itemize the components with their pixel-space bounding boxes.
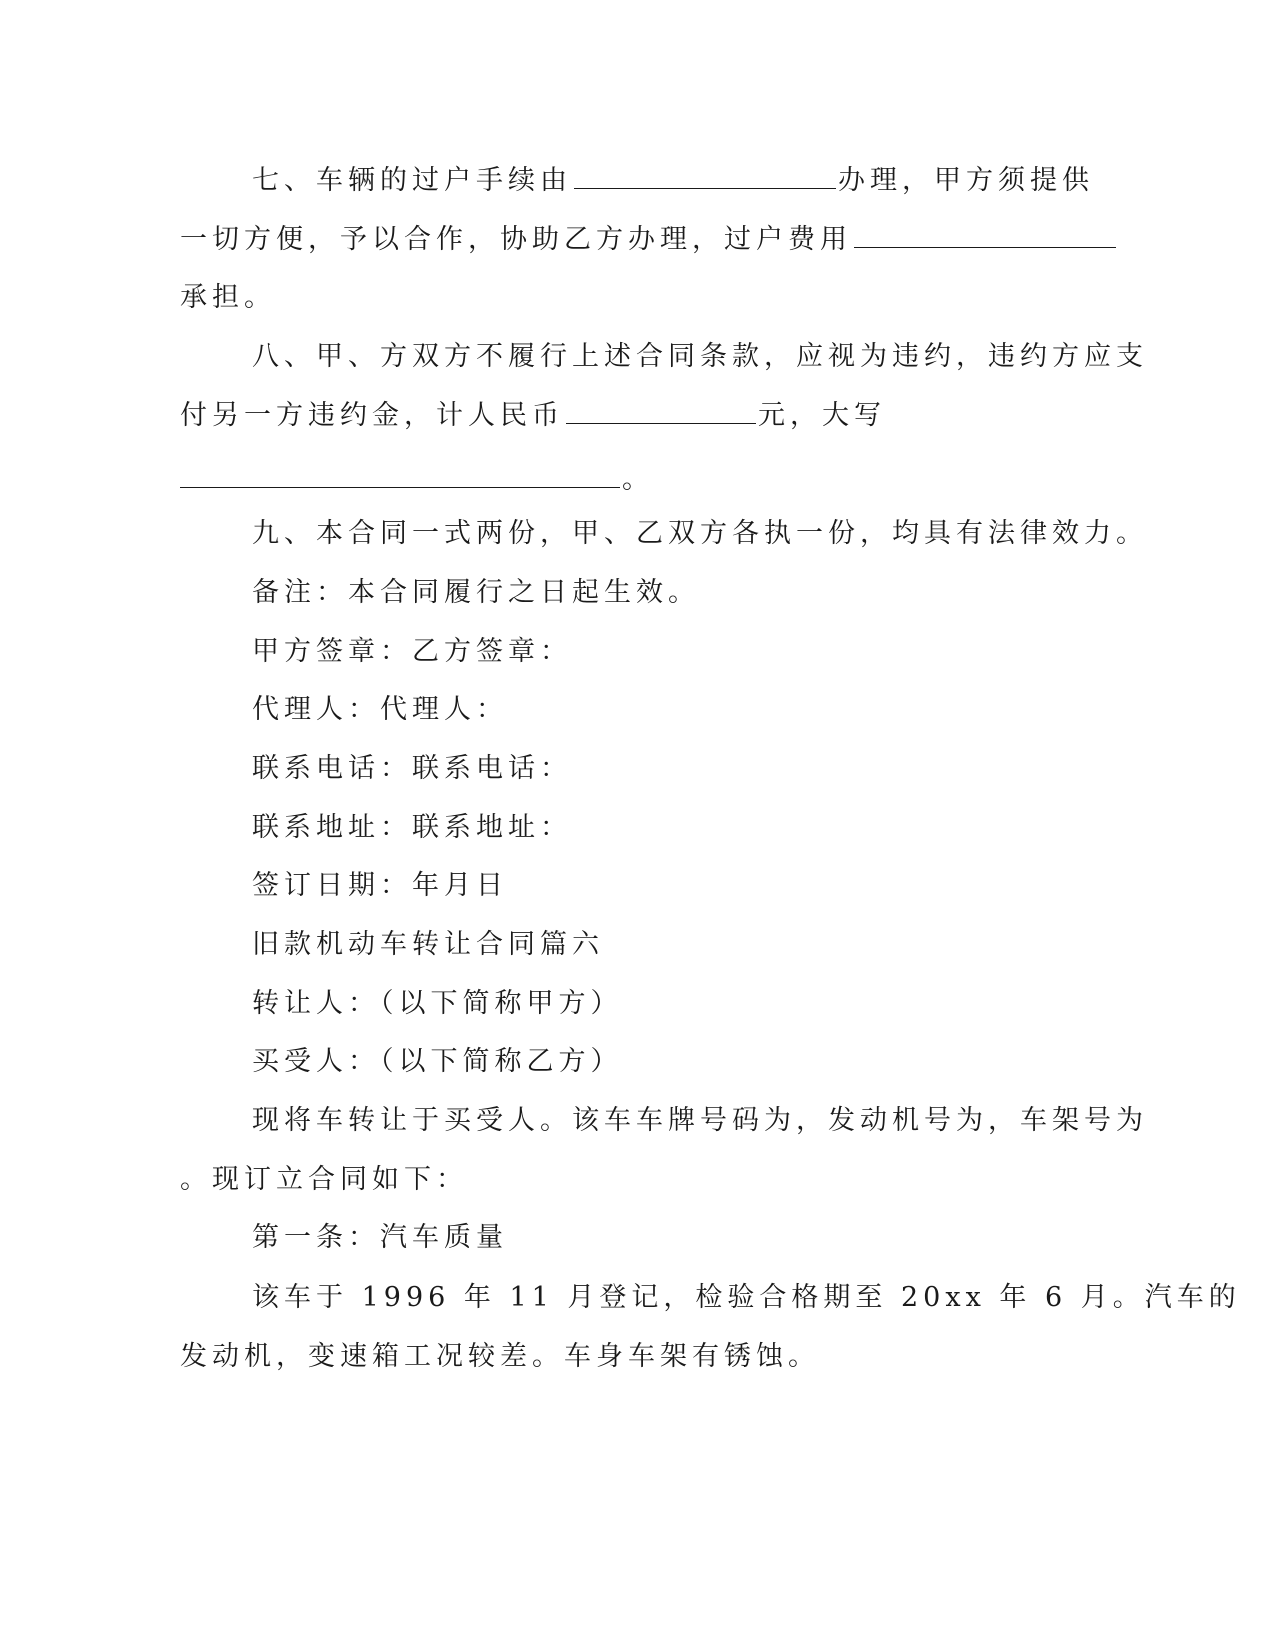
clause-7-line-3: 承担。 xyxy=(180,282,276,313)
fill-blank-transfer-fee-payer[interactable] xyxy=(854,223,1116,248)
clause-8-line-1: 八、甲、方双方不履行上述合同条款，应视为违约，违约方应支 xyxy=(252,341,1148,372)
date-line: 签订日期：年月日 xyxy=(252,870,508,901)
fill-blank-penalty-amount[interactable] xyxy=(566,399,756,424)
clause-8-line-2 xyxy=(180,398,886,434)
clause-7-text-c: 一切方便，予以合作，协助乙方办理，过户费用 xyxy=(180,224,852,255)
buyer-line: 买受人：（以下简称乙方） xyxy=(252,1046,623,1077)
fill-blank-penalty-uppercase[interactable] xyxy=(180,463,620,488)
clause-7-text-a: 七、车辆的过户手续由 xyxy=(252,165,572,196)
section-title: 旧款机动车转让合同篇六 xyxy=(252,929,604,960)
article-1-line-2: 发动机，变速箱工况较差。车身车架有锈蚀。 xyxy=(180,1341,820,1372)
intro-line-2: 。现订立合同如下： xyxy=(180,1164,468,1195)
clause-7-line-1 xyxy=(252,163,1094,199)
clause-9: 九、本合同一式两份，甲、乙双方各执一份，均具有法律效力。 xyxy=(252,518,1148,549)
address-line: 联系地址：联系地址： xyxy=(252,812,572,843)
phone-line: 联系电话：联系电话： xyxy=(252,753,572,784)
clause-7-text-b: 办理，甲方须提供 xyxy=(838,165,1094,196)
fill-blank-transfer-handler[interactable] xyxy=(574,164,836,189)
article-1-title: 第一条：汽车质量 xyxy=(252,1222,508,1253)
clause-7-line-2 xyxy=(180,222,1118,258)
signature-line: 甲方签章：乙方签章： xyxy=(252,636,572,667)
transferor-line: 转让人：（以下简称甲方） xyxy=(252,988,623,1019)
clause-8-line-3 xyxy=(180,462,654,498)
clause-8-text-b: 元，大写 xyxy=(758,400,886,431)
article-1-line-1: 该车于 1996 年 11 月登记，检验合格期至 20xx 年 6 月。汽车的 xyxy=(252,1282,1241,1313)
note: 备注：本合同履行之日起生效。 xyxy=(252,577,700,608)
intro-line-1: 现将车转让于买受人。该车车牌号码为，发动机号为，车架号为 xyxy=(252,1105,1148,1136)
agent-line: 代理人：代理人： xyxy=(252,694,508,725)
clause-8-end-mark: 。 xyxy=(622,464,654,495)
clause-8-text-a: 付另一方违约金，计人民币 xyxy=(180,400,564,431)
